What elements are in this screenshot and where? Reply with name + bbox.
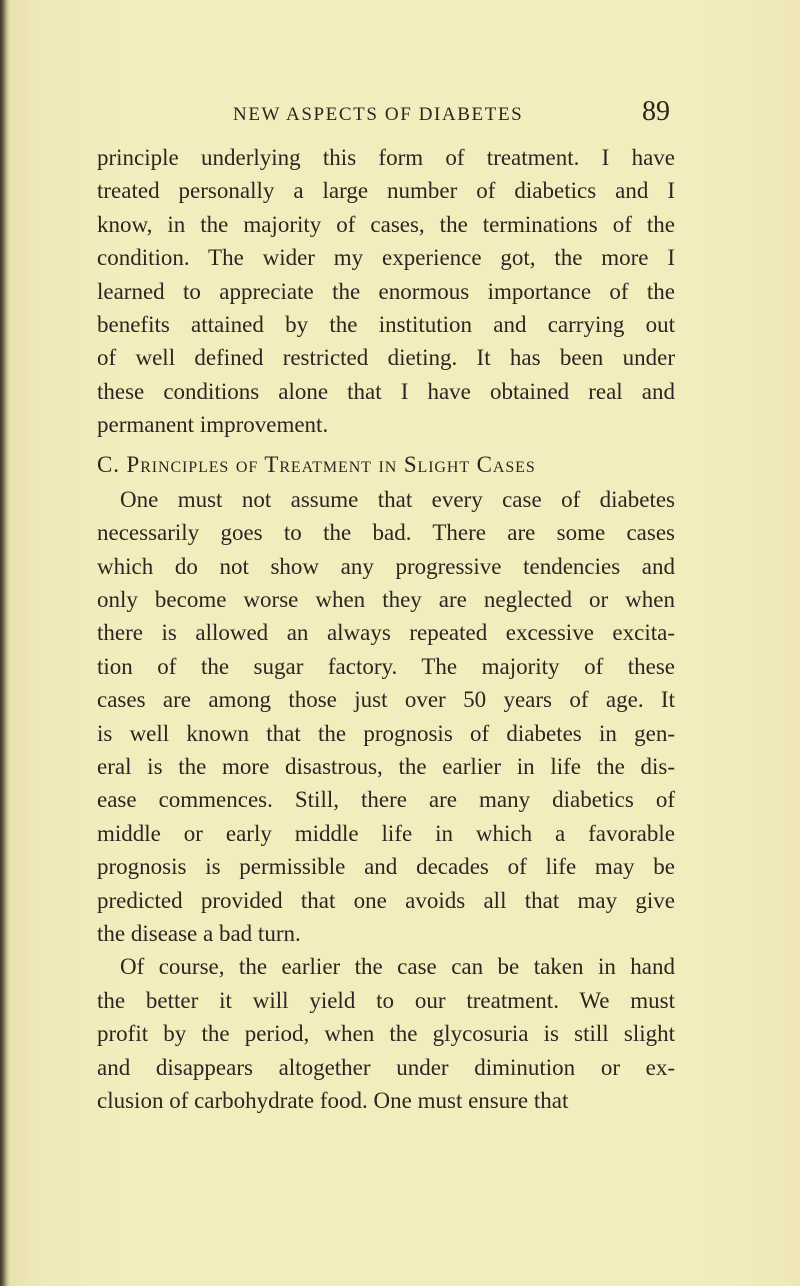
binding-gutter [0, 0, 10, 1286]
text-line: One must not assume that every case of diabetes [120, 486, 675, 512]
text-line: the disease a bad turn. [97, 920, 301, 946]
text-line: principle underlying this form of treatment. I have [97, 145, 675, 170]
text-line: benefits attained by the institution and carrying out [97, 311, 675, 337]
text-line: clusion of carbohydrate food. One must ensure that [97, 1087, 569, 1113]
text-line: predicted provided that one avoids all that may give [97, 887, 675, 913]
body-text [97, 141, 675, 1117]
page-number: 89 [642, 96, 670, 127]
running-head [96, 96, 676, 136]
text-line: know, in the majority of cases, the terminations of the [97, 211, 675, 237]
text-line: is well known that the prognosis of diabetes in gen- [97, 720, 675, 746]
text-line: necessarily goes to the bad. There are some cases [97, 520, 675, 546]
text-line: learned to appreciate the enormous importance of the [97, 278, 675, 304]
text-line: only become worse when they are neglected or when [97, 587, 675, 613]
text-line: the better it will yield to our treatment. We must [97, 987, 675, 1013]
text-line: eral is the more disastrous, the earlier in life the dis- [97, 754, 675, 780]
text-line: permanent improvement. [97, 412, 329, 438]
text-line: ease commences. Still, there are many diabetics of [97, 787, 675, 813]
text-line: middle or early middle life in which a favorable [97, 820, 675, 846]
section-heading: C. Principles of Treatment in Slight Cases [97, 451, 536, 477]
paragraph-2 [97, 483, 675, 950]
text-line: treated personally a large number of diabetics and I [97, 178, 675, 204]
text-line: there is allowed an always repeated excessive excita- [97, 620, 675, 646]
text-line: tion of the sugar factory. The majority of these [97, 653, 675, 679]
running-title: NEW ASPECTS OF DIABETES [233, 104, 524, 125]
text-line: prognosis is permissible and decades of life may be [97, 854, 675, 880]
text-line: profit by the period, when the glycosuria is still slight [97, 1021, 675, 1047]
text-line: of well defined restricted dieting. It has been under [97, 345, 675, 371]
text-line: which do not show any progressive tendencies and [97, 553, 675, 579]
text-line: Of course, the earlier the case can be taken in hand [120, 954, 675, 980]
paragraph-1 [97, 141, 675, 442]
paragraph-3 [97, 950, 675, 1117]
text-line: cases are among those just over 50 years of age. It [97, 687, 675, 713]
text-line: condition. The wider my experience got, the more I [97, 245, 675, 271]
text-line: these conditions alone that I have obtained real and [97, 378, 675, 404]
text-line: and disappears altogether under diminution or ex- [97, 1054, 675, 1080]
